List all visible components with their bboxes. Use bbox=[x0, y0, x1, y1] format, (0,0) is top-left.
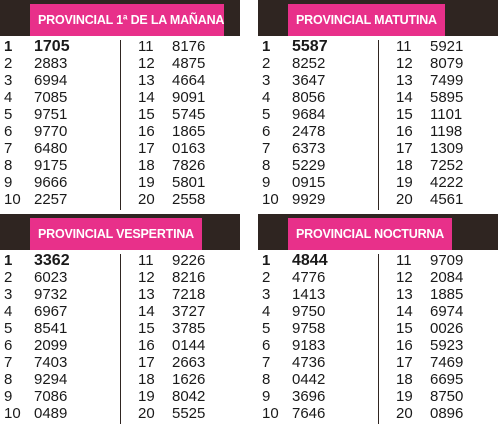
drawn-number: 8252 bbox=[292, 55, 326, 72]
position-number: 6 bbox=[4, 123, 13, 140]
drawn-number: 8176 bbox=[172, 38, 206, 55]
result-row bbox=[258, 157, 368, 174]
drawn-number: 9183 bbox=[292, 337, 326, 354]
position-number: 7 bbox=[262, 140, 271, 157]
results-column-right bbox=[388, 252, 498, 422]
result-row bbox=[388, 269, 498, 286]
result-row bbox=[0, 405, 110, 422]
position-number: 17 bbox=[396, 354, 413, 371]
panel-provincial-vespertina bbox=[0, 214, 240, 426]
drawn-number: 0163 bbox=[172, 140, 206, 157]
result-row bbox=[130, 269, 240, 286]
position-number: 5 bbox=[262, 106, 271, 123]
position-number: 1 bbox=[4, 38, 13, 55]
result-row bbox=[0, 140, 110, 157]
position-number: 8 bbox=[4, 371, 13, 388]
result-row bbox=[130, 106, 240, 123]
position-number: 20 bbox=[138, 191, 155, 208]
drawn-number: 4875 bbox=[172, 55, 206, 72]
drawn-number: 9684 bbox=[292, 106, 326, 123]
drawn-number: 3362 bbox=[34, 252, 70, 269]
drawn-number: 5587 bbox=[292, 38, 328, 55]
result-row bbox=[388, 89, 498, 106]
result-row bbox=[0, 337, 110, 354]
drawn-number: 3647 bbox=[292, 72, 326, 89]
position-number: 12 bbox=[396, 55, 413, 72]
panel-header bbox=[258, 0, 498, 36]
position-number: 3 bbox=[4, 286, 13, 303]
drawn-number: 2478 bbox=[292, 123, 326, 140]
position-number: 5 bbox=[4, 106, 13, 123]
column-divider bbox=[378, 254, 379, 424]
position-number: 15 bbox=[138, 106, 155, 123]
result-row bbox=[130, 354, 240, 371]
result-row bbox=[388, 354, 498, 371]
drawn-number: 1705 bbox=[34, 38, 70, 55]
result-row bbox=[258, 191, 368, 208]
position-number: 7 bbox=[4, 140, 13, 157]
position-number: 4 bbox=[262, 89, 271, 106]
result-row bbox=[258, 354, 368, 371]
result-row bbox=[388, 55, 498, 72]
result-row bbox=[0, 157, 110, 174]
drawn-number: 7085 bbox=[34, 89, 68, 106]
result-row bbox=[258, 252, 368, 269]
drawn-number: 2084 bbox=[430, 269, 464, 286]
position-number: 20 bbox=[138, 405, 155, 422]
drawn-number: 7252 bbox=[430, 157, 464, 174]
position-number: 2 bbox=[262, 55, 271, 72]
position-number: 3 bbox=[4, 72, 13, 89]
result-row bbox=[388, 123, 498, 140]
result-row bbox=[388, 157, 498, 174]
result-row bbox=[258, 371, 368, 388]
position-number: 1 bbox=[262, 38, 271, 55]
drawn-number: 7826 bbox=[172, 157, 206, 174]
drawn-number: 6695 bbox=[430, 371, 464, 388]
position-number: 2 bbox=[4, 55, 13, 72]
result-row bbox=[388, 371, 498, 388]
drawn-number: 8216 bbox=[172, 269, 206, 286]
position-number: 12 bbox=[396, 269, 413, 286]
result-row bbox=[258, 286, 368, 303]
position-number: 18 bbox=[138, 157, 155, 174]
header-corner-block bbox=[482, 4, 498, 36]
result-row bbox=[258, 303, 368, 320]
position-number: 10 bbox=[262, 191, 279, 208]
drawn-number: 5921 bbox=[430, 38, 464, 55]
result-row bbox=[258, 123, 368, 140]
result-row bbox=[130, 174, 240, 191]
drawn-number: 4776 bbox=[292, 269, 326, 286]
result-row bbox=[0, 371, 110, 388]
result-row bbox=[388, 303, 498, 320]
result-row bbox=[130, 286, 240, 303]
position-number: 14 bbox=[138, 303, 155, 320]
drawn-number: 5895 bbox=[430, 89, 464, 106]
result-row bbox=[388, 252, 498, 269]
drawn-number: 5923 bbox=[430, 337, 464, 354]
results-body bbox=[258, 252, 498, 424]
position-number: 9 bbox=[262, 388, 271, 405]
result-row bbox=[130, 320, 240, 337]
position-number: 17 bbox=[138, 140, 155, 157]
result-row bbox=[388, 337, 498, 354]
panel-provincial-primera bbox=[0, 0, 240, 212]
result-row bbox=[130, 38, 240, 55]
drawn-number: 0489 bbox=[34, 405, 68, 422]
drawn-number: 1198 bbox=[430, 123, 463, 140]
result-row bbox=[130, 303, 240, 320]
position-number: 7 bbox=[262, 354, 271, 371]
header-corner-block bbox=[224, 218, 240, 250]
results-body bbox=[0, 38, 240, 210]
drawn-number: 4222 bbox=[430, 174, 464, 191]
drawn-number: 3696 bbox=[292, 388, 326, 405]
result-row bbox=[130, 388, 240, 405]
position-number: 17 bbox=[138, 354, 155, 371]
column-divider bbox=[120, 40, 121, 210]
result-row bbox=[258, 388, 368, 405]
position-number: 3 bbox=[262, 72, 271, 89]
position-number: 13 bbox=[396, 286, 413, 303]
position-number: 16 bbox=[396, 337, 413, 354]
drawn-number: 9709 bbox=[430, 252, 464, 269]
position-number: 15 bbox=[396, 320, 413, 337]
results-column-right bbox=[130, 38, 240, 208]
results-column-left bbox=[258, 38, 368, 208]
position-number: 3 bbox=[262, 286, 271, 303]
drawn-number: 9175 bbox=[34, 157, 68, 174]
position-number: 16 bbox=[138, 337, 155, 354]
position-number: 6 bbox=[4, 337, 13, 354]
position-number: 8 bbox=[262, 371, 271, 388]
result-row bbox=[388, 72, 498, 89]
result-row bbox=[0, 72, 110, 89]
result-row bbox=[0, 191, 110, 208]
result-row bbox=[130, 89, 240, 106]
results-column-right bbox=[388, 38, 498, 208]
drawn-number: 9732 bbox=[34, 286, 68, 303]
result-row bbox=[388, 191, 498, 208]
panel-header bbox=[0, 0, 240, 36]
drawn-number: 0026 bbox=[430, 320, 464, 337]
position-number: 19 bbox=[396, 388, 413, 405]
position-number: 11 bbox=[396, 252, 412, 269]
drawn-number: 8750 bbox=[430, 388, 464, 405]
drawn-number: 6023 bbox=[34, 269, 68, 286]
drawn-number: 7086 bbox=[34, 388, 68, 405]
result-row bbox=[0, 286, 110, 303]
drawn-number: 8541 bbox=[34, 320, 68, 337]
panel-title: PROVINCIAL VESPERTINA bbox=[30, 218, 202, 250]
position-number: 9 bbox=[4, 388, 13, 405]
position-number: 2 bbox=[4, 269, 13, 286]
result-row bbox=[388, 388, 498, 405]
result-row bbox=[0, 252, 110, 269]
column-divider bbox=[120, 254, 121, 424]
drawn-number: 7218 bbox=[172, 286, 206, 303]
drawn-number: 6480 bbox=[34, 140, 68, 157]
result-row bbox=[0, 354, 110, 371]
drawn-number: 3785 bbox=[172, 320, 206, 337]
result-row bbox=[0, 269, 110, 286]
result-row bbox=[130, 337, 240, 354]
result-row bbox=[258, 337, 368, 354]
drawn-number: 4664 bbox=[172, 72, 206, 89]
position-number: 13 bbox=[138, 286, 155, 303]
result-row bbox=[0, 55, 110, 72]
result-row bbox=[0, 38, 110, 55]
results-column-left bbox=[0, 38, 110, 208]
position-number: 15 bbox=[138, 320, 155, 337]
drawn-number: 6974 bbox=[430, 303, 464, 320]
drawn-number: 4844 bbox=[292, 252, 328, 269]
drawn-number: 2558 bbox=[172, 191, 206, 208]
drawn-number: 5525 bbox=[172, 405, 206, 422]
drawn-number: 9750 bbox=[292, 303, 326, 320]
result-row bbox=[388, 286, 498, 303]
position-number: 18 bbox=[138, 371, 155, 388]
drawn-number: 2663 bbox=[172, 354, 206, 371]
result-row bbox=[258, 72, 368, 89]
result-row bbox=[130, 191, 240, 208]
position-number: 11 bbox=[138, 252, 154, 269]
result-row bbox=[130, 405, 240, 422]
results-body bbox=[0, 252, 240, 424]
drawn-number: 9758 bbox=[292, 320, 326, 337]
results-body bbox=[258, 38, 498, 210]
result-row bbox=[388, 320, 498, 337]
drawn-number: 4561 bbox=[430, 191, 464, 208]
column-divider bbox=[378, 40, 379, 210]
position-number: 16 bbox=[396, 123, 413, 140]
result-row bbox=[258, 174, 368, 191]
position-number: 17 bbox=[396, 140, 413, 157]
drawn-number: 5229 bbox=[292, 157, 326, 174]
position-number: 10 bbox=[262, 405, 279, 422]
position-number: 18 bbox=[396, 371, 413, 388]
drawn-number: 9294 bbox=[34, 371, 68, 388]
panel-title: PROVINCIAL NOCTURNA bbox=[288, 218, 452, 250]
drawn-number: 8042 bbox=[172, 388, 206, 405]
position-number: 5 bbox=[262, 320, 271, 337]
drawn-number: 6967 bbox=[34, 303, 68, 320]
position-number: 5 bbox=[4, 320, 13, 337]
drawn-number: 0896 bbox=[430, 405, 464, 422]
drawn-number: 1885 bbox=[430, 286, 464, 303]
result-row bbox=[258, 269, 368, 286]
results-column-left bbox=[258, 252, 368, 422]
result-row bbox=[258, 106, 368, 123]
drawn-number: 0442 bbox=[292, 371, 326, 388]
position-number: 8 bbox=[262, 157, 271, 174]
position-number: 15 bbox=[396, 106, 413, 123]
drawn-number: 8056 bbox=[292, 89, 326, 106]
result-row bbox=[130, 371, 240, 388]
position-number: 1 bbox=[262, 252, 271, 269]
panel-provincial-nocturna bbox=[258, 214, 498, 426]
position-number: 14 bbox=[396, 303, 413, 320]
result-row bbox=[388, 405, 498, 422]
drawn-number: 0144 bbox=[172, 337, 206, 354]
drawn-number: 9091 bbox=[172, 89, 206, 106]
position-number: 16 bbox=[138, 123, 155, 140]
result-row bbox=[0, 320, 110, 337]
position-number: 6 bbox=[262, 337, 271, 354]
drawn-number: 7499 bbox=[430, 72, 464, 89]
result-row bbox=[258, 89, 368, 106]
drawn-number: 7403 bbox=[34, 354, 68, 371]
drawn-number: 0915 bbox=[292, 174, 326, 191]
position-number: 20 bbox=[396, 191, 413, 208]
position-number: 18 bbox=[396, 157, 413, 174]
position-number: 13 bbox=[396, 72, 413, 89]
result-row bbox=[130, 55, 240, 72]
result-row bbox=[0, 174, 110, 191]
result-row bbox=[0, 106, 110, 123]
drawn-number: 2099 bbox=[34, 337, 68, 354]
result-row bbox=[0, 303, 110, 320]
position-number: 14 bbox=[138, 89, 155, 106]
drawn-number: 5745 bbox=[172, 106, 206, 123]
position-number: 14 bbox=[396, 89, 413, 106]
result-row bbox=[130, 140, 240, 157]
drawn-number: 1309 bbox=[430, 140, 464, 157]
position-number: 4 bbox=[4, 303, 13, 320]
position-number: 10 bbox=[4, 191, 21, 208]
result-row bbox=[130, 123, 240, 140]
drawn-number: 9666 bbox=[34, 174, 68, 191]
position-number: 9 bbox=[262, 174, 271, 191]
result-row bbox=[258, 55, 368, 72]
header-corner-block bbox=[482, 218, 498, 250]
result-row bbox=[388, 140, 498, 157]
drawn-number: 1101 bbox=[430, 106, 463, 123]
result-row bbox=[388, 38, 498, 55]
position-number: 7 bbox=[4, 354, 13, 371]
drawn-number: 6994 bbox=[34, 72, 68, 89]
drawn-number: 1413 bbox=[292, 286, 326, 303]
drawn-number: 5801 bbox=[172, 174, 206, 191]
result-row bbox=[388, 106, 498, 123]
result-row bbox=[258, 405, 368, 422]
panel-header bbox=[258, 214, 498, 250]
drawn-number: 1865 bbox=[172, 123, 206, 140]
panel-header bbox=[0, 214, 240, 250]
position-number: 12 bbox=[138, 55, 155, 72]
position-number: 6 bbox=[262, 123, 271, 140]
panel-provincial-matutina bbox=[258, 0, 498, 212]
drawn-number: 9751 bbox=[34, 106, 68, 123]
position-number: 19 bbox=[138, 388, 155, 405]
position-number: 13 bbox=[138, 72, 155, 89]
result-row bbox=[0, 388, 110, 405]
position-number: 1 bbox=[4, 252, 13, 269]
result-row bbox=[130, 252, 240, 269]
result-row bbox=[258, 320, 368, 337]
position-number: 12 bbox=[138, 269, 155, 286]
position-number: 11 bbox=[138, 38, 154, 55]
drawn-number: 7469 bbox=[430, 354, 464, 371]
panel-title: PROVINCIAL MATUTINA bbox=[288, 4, 445, 36]
drawn-number: 7646 bbox=[292, 405, 326, 422]
position-number: 4 bbox=[4, 89, 13, 106]
drawn-number: 9226 bbox=[172, 252, 206, 269]
drawn-number: 1626 bbox=[172, 371, 206, 388]
drawn-number: 9770 bbox=[34, 123, 68, 140]
panel-title: PROVINCIAL 1ª DE LA MAÑANA bbox=[30, 4, 232, 36]
drawn-number: 2257 bbox=[34, 191, 68, 208]
position-number: 19 bbox=[396, 174, 413, 191]
position-number: 11 bbox=[396, 38, 412, 55]
position-number: 9 bbox=[4, 174, 13, 191]
position-number: 2 bbox=[262, 269, 271, 286]
results-column-right bbox=[130, 252, 240, 422]
drawn-number: 8079 bbox=[430, 55, 464, 72]
drawn-number: 3727 bbox=[172, 303, 206, 320]
position-number: 19 bbox=[138, 174, 155, 191]
result-row bbox=[130, 72, 240, 89]
position-number: 20 bbox=[396, 405, 413, 422]
results-column-left bbox=[0, 252, 110, 422]
drawn-number: 4736 bbox=[292, 354, 326, 371]
drawn-number: 2883 bbox=[34, 55, 68, 72]
position-number: 10 bbox=[4, 405, 21, 422]
position-number: 8 bbox=[4, 157, 13, 174]
result-row bbox=[388, 174, 498, 191]
drawn-number: 9929 bbox=[292, 191, 326, 208]
result-row bbox=[130, 157, 240, 174]
result-row bbox=[258, 38, 368, 55]
result-row bbox=[258, 140, 368, 157]
drawn-number: 6373 bbox=[292, 140, 326, 157]
position-number: 4 bbox=[262, 303, 271, 320]
result-row bbox=[0, 123, 110, 140]
header-corner-block bbox=[224, 4, 240, 36]
result-row bbox=[0, 89, 110, 106]
